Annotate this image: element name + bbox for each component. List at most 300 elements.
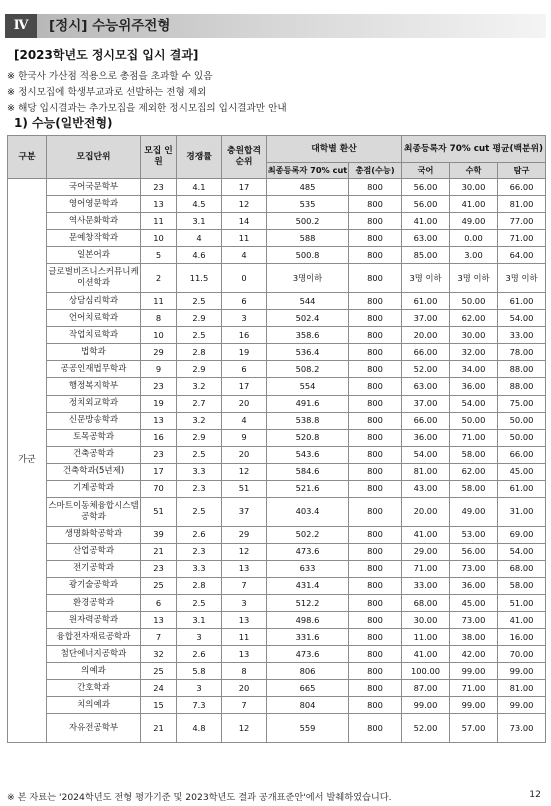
math-cell: 3.00 (450, 247, 498, 264)
total-score-cell: 800 (349, 361, 402, 378)
inquiry-cell: 51.00 (498, 594, 546, 611)
inquiry-cell: 33.00 (498, 327, 546, 344)
quota-cell: 13 (141, 196, 177, 213)
total-score-cell: 800 (349, 196, 402, 213)
inquiry-cell: 77.00 (498, 213, 546, 230)
rate-cell: 3 (177, 680, 222, 697)
rank-cell: 3 (222, 594, 267, 611)
table-row (8, 714, 546, 743)
dept-cell: 융합전자재료공학과 (47, 629, 141, 646)
table-row (8, 196, 546, 213)
total-score-cell: 800 (349, 497, 402, 526)
quota-cell: 13 (141, 412, 177, 429)
table-row (8, 446, 546, 463)
table-row (8, 378, 546, 395)
cut-score-cell: 588 (267, 230, 349, 247)
note-1: ※ 한국사 가산점 적용으로 총점을 초과할 수 있음 (7, 71, 213, 82)
korean-cell: 63.00 (402, 378, 450, 395)
korean-cell: 11.00 (402, 629, 450, 646)
total-score-cell: 800 (349, 680, 402, 697)
dept-cell: 원자력공학과 (47, 612, 141, 629)
rate-cell: 2.8 (177, 344, 222, 361)
table-row (8, 663, 546, 680)
rate-cell: 11.5 (177, 264, 222, 293)
math-cell: 30.00 (450, 327, 498, 344)
math-cell: 56.00 (450, 543, 498, 560)
quota-cell: 51 (141, 497, 177, 526)
inquiry-cell: 66.00 (498, 179, 546, 196)
cut-score-cell: 502.2 (267, 526, 349, 543)
rank-cell: 7 (222, 577, 267, 594)
rank-cell: 17 (222, 179, 267, 196)
inquiry-cell: 71.00 (498, 230, 546, 247)
rank-cell: 13 (222, 646, 267, 663)
dept-cell: 행정복지학부 (47, 378, 141, 395)
korean-cell: 52.00 (402, 361, 450, 378)
cut-score-cell: 554 (267, 378, 349, 395)
cut-score-cell: 473.6 (267, 543, 349, 560)
dept-cell: 국어국문학부 (47, 179, 141, 196)
total-score-cell: 800 (349, 230, 402, 247)
table-row (8, 594, 546, 611)
math-cell: 53.00 (450, 526, 498, 543)
cut-score-cell: 520.8 (267, 429, 349, 446)
header-group: 구분 (8, 136, 47, 179)
quota-cell: 23 (141, 560, 177, 577)
quota-cell: 21 (141, 714, 177, 743)
rate-cell: 4.6 (177, 247, 222, 264)
dept-cell: 상담심리학과 (47, 293, 141, 310)
dept-cell: 환경공학과 (47, 594, 141, 611)
quota-cell: 6 (141, 594, 177, 611)
math-cell: 73.00 (450, 560, 498, 577)
cut-score-cell: 431.4 (267, 577, 349, 594)
rank-cell: 7 (222, 697, 267, 714)
table-row (8, 395, 546, 412)
total-score-cell: 800 (349, 412, 402, 429)
rank-cell: 12 (222, 714, 267, 743)
quota-cell: 11 (141, 293, 177, 310)
cut-score-cell: 3명이하 (267, 264, 349, 293)
table-row (8, 629, 546, 646)
table-row (8, 697, 546, 714)
rank-cell: 20 (222, 446, 267, 463)
korean-cell: 56.00 (402, 179, 450, 196)
quota-cell: 7 (141, 629, 177, 646)
cut-score-cell: 358.6 (267, 327, 349, 344)
table-row (8, 293, 546, 310)
quota-cell: 13 (141, 612, 177, 629)
table-row (8, 361, 546, 378)
math-cell: 45.00 (450, 594, 498, 611)
note-3: ※ 해당 입시결과는 추가모집을 제외한 정시모집의 입시결과만 안내 (7, 103, 287, 114)
rank-cell: 13 (222, 612, 267, 629)
cut-score-cell: 512.2 (267, 594, 349, 611)
korean-cell: 87.00 (402, 680, 450, 697)
inquiry-cell: 54.00 (498, 543, 546, 560)
cut-score-cell: 500.2 (267, 213, 349, 230)
cut-score-cell: 500.8 (267, 247, 349, 264)
table-row (8, 213, 546, 230)
dept-cell: 기계공학과 (47, 480, 141, 497)
rate-cell: 3.1 (177, 612, 222, 629)
dept-cell: 글로벌비즈니스커뮤니케이션학과 (47, 264, 141, 293)
dept-cell: 영어영문학과 (47, 196, 141, 213)
inquiry-cell: 64.00 (498, 247, 546, 264)
korean-cell: 68.00 (402, 594, 450, 611)
dept-cell: 자유전공학부 (47, 714, 141, 743)
rank-cell: 11 (222, 230, 267, 247)
korean-cell: 43.00 (402, 480, 450, 497)
cut-score-cell: 485 (267, 179, 349, 196)
korean-cell: 54.00 (402, 446, 450, 463)
korean-cell: 41.00 (402, 646, 450, 663)
total-score-cell: 800 (349, 344, 402, 361)
inquiry-cell: 54.00 (498, 310, 546, 327)
rate-cell: 2.9 (177, 429, 222, 446)
korean-cell: 37.00 (402, 395, 450, 412)
rank-cell: 13 (222, 560, 267, 577)
rank-cell: 20 (222, 395, 267, 412)
table-row (8, 327, 546, 344)
cut-score-cell: 473.6 (267, 646, 349, 663)
quota-cell: 25 (141, 663, 177, 680)
korean-cell: 36.00 (402, 429, 450, 446)
korean-cell: 52.00 (402, 714, 450, 743)
inquiry-cell: 99.00 (498, 663, 546, 680)
dept-cell: 간호학과 (47, 680, 141, 697)
inquiry-cell: 41.00 (498, 612, 546, 629)
quota-cell: 23 (141, 378, 177, 395)
inquiry-cell: 99.00 (498, 697, 546, 714)
math-cell: 62.00 (450, 310, 498, 327)
note-2: ※ 정시모집에 학생부교과로 선발하는 전형 제외 (7, 87, 207, 98)
dept-cell: 정치외교학과 (47, 395, 141, 412)
header-percentile: 최종등록자 70% cut 평균(백분위) (402, 136, 546, 163)
quota-cell: 2 (141, 264, 177, 293)
rate-cell: 2.5 (177, 327, 222, 344)
rank-cell: 3 (222, 310, 267, 327)
korean-cell: 61.00 (402, 293, 450, 310)
rank-cell: 6 (222, 361, 267, 378)
total-score-cell: 800 (349, 560, 402, 577)
rank-cell: 4 (222, 412, 267, 429)
table-row (8, 646, 546, 663)
inquiry-cell: 81.00 (498, 196, 546, 213)
table-row (8, 680, 546, 697)
inquiry-cell: 58.00 (498, 577, 546, 594)
cut-score-cell: 584.6 (267, 463, 349, 480)
table-row (8, 560, 546, 577)
inquiry-cell: 16.00 (498, 629, 546, 646)
dept-cell: 치의예과 (47, 697, 141, 714)
rank-cell: 16 (222, 327, 267, 344)
rate-cell: 2.5 (177, 446, 222, 463)
total-score-cell: 800 (349, 526, 402, 543)
cut-score-cell: 804 (267, 697, 349, 714)
total-score-cell: 800 (349, 714, 402, 743)
math-cell: 32.00 (450, 344, 498, 361)
header-korean: 국어 (402, 163, 450, 179)
inquiry-cell: 78.00 (498, 344, 546, 361)
quota-cell: 23 (141, 446, 177, 463)
total-score-cell: 800 (349, 480, 402, 497)
rank-cell: 9 (222, 429, 267, 446)
rank-cell: 37 (222, 497, 267, 526)
rank-cell: 8 (222, 663, 267, 680)
rate-cell: 2.9 (177, 361, 222, 378)
quota-cell: 19 (141, 395, 177, 412)
korean-cell: 63.00 (402, 230, 450, 247)
table-row (8, 264, 546, 293)
inquiry-cell: 75.00 (498, 395, 546, 412)
rate-cell: 2.5 (177, 497, 222, 526)
korean-cell: 56.00 (402, 196, 450, 213)
table-row (8, 612, 546, 629)
quota-cell: 15 (141, 697, 177, 714)
quota-cell: 29 (141, 344, 177, 361)
rate-cell: 3.2 (177, 378, 222, 395)
rate-cell: 2.3 (177, 480, 222, 497)
subtitle: [2023학년도 정시모집 입시 결과] (14, 48, 199, 62)
rank-cell: 11 (222, 629, 267, 646)
korean-cell: 29.00 (402, 543, 450, 560)
header-math: 수학 (450, 163, 498, 179)
group-label: 가군 (8, 179, 47, 743)
rate-cell: 4.8 (177, 714, 222, 743)
section-header (5, 14, 546, 38)
table-row (8, 429, 546, 446)
math-cell: 50.00 (450, 412, 498, 429)
table-row (8, 463, 546, 480)
rank-cell: 4 (222, 247, 267, 264)
rate-cell: 2.5 (177, 594, 222, 611)
dept-cell: 건축공학과 (47, 446, 141, 463)
inquiry-cell: 31.00 (498, 497, 546, 526)
math-cell: 99.00 (450, 697, 498, 714)
total-score-cell: 800 (349, 327, 402, 344)
rate-cell: 3.1 (177, 213, 222, 230)
math-cell: 41.00 (450, 196, 498, 213)
rate-cell: 2.6 (177, 646, 222, 663)
page-number: 12 (529, 789, 541, 800)
inquiry-cell: 66.00 (498, 446, 546, 463)
korean-cell: 99.00 (402, 697, 450, 714)
table-body (8, 179, 546, 743)
cut-score-cell: 536.4 (267, 344, 349, 361)
table-row (8, 480, 546, 497)
dept-cell: 공공인재법무학과 (47, 361, 141, 378)
header-conv-total: 총점(수능) (349, 163, 402, 179)
table-row (8, 526, 546, 543)
rate-cell: 3 (177, 629, 222, 646)
rank-cell: 17 (222, 378, 267, 395)
math-cell: 58.00 (450, 480, 498, 497)
cut-score-cell: 665 (267, 680, 349, 697)
korean-cell: 33.00 (402, 577, 450, 594)
table-row (8, 179, 546, 196)
rate-cell: 3.3 (177, 463, 222, 480)
inquiry-cell: 50.00 (498, 429, 546, 446)
math-cell: 36.00 (450, 577, 498, 594)
rate-cell: 4.1 (177, 179, 222, 196)
cut-score-cell: 559 (267, 714, 349, 743)
quota-cell: 11 (141, 213, 177, 230)
table-row (8, 577, 546, 594)
cut-score-cell: 491.6 (267, 395, 349, 412)
math-cell: 58.00 (450, 446, 498, 463)
dept-cell: 일본어과 (47, 247, 141, 264)
math-cell: 71.00 (450, 429, 498, 446)
rate-cell: 2.8 (177, 577, 222, 594)
rate-cell: 2.6 (177, 526, 222, 543)
header-conversion: 대학별 환산 (267, 136, 402, 163)
rank-cell: 6 (222, 293, 267, 310)
rank-cell: 19 (222, 344, 267, 361)
total-score-cell: 800 (349, 629, 402, 646)
header-inquiry: 탐구 (498, 163, 546, 179)
dept-cell: 언어치료학과 (47, 310, 141, 327)
dept-cell: 산업공학과 (47, 543, 141, 560)
math-cell: 57.00 (450, 714, 498, 743)
total-score-cell: 800 (349, 612, 402, 629)
rate-cell: 3.2 (177, 412, 222, 429)
rank-cell: 0 (222, 264, 267, 293)
korean-cell: 85.00 (402, 247, 450, 264)
header-bar (37, 14, 546, 38)
total-score-cell: 800 (349, 310, 402, 327)
section-heading: 1) 수능(일반전형) (14, 116, 113, 130)
math-cell: 42.00 (450, 646, 498, 663)
quota-cell: 21 (141, 543, 177, 560)
math-cell: 54.00 (450, 395, 498, 412)
cut-score-cell: 535 (267, 196, 349, 213)
total-score-cell: 800 (349, 446, 402, 463)
math-cell: 49.00 (450, 497, 498, 526)
table-row (8, 230, 546, 247)
inquiry-cell: 61.00 (498, 293, 546, 310)
cut-score-cell: 498.6 (267, 612, 349, 629)
cut-score-cell: 538.8 (267, 412, 349, 429)
quota-cell: 16 (141, 429, 177, 446)
header-quota: 모집 인원 (141, 136, 177, 179)
rank-cell: 12 (222, 196, 267, 213)
header-rank: 충원합격 순위 (222, 136, 267, 179)
rate-cell: 2.9 (177, 310, 222, 327)
korean-cell: 66.00 (402, 344, 450, 361)
total-score-cell: 800 (349, 264, 402, 293)
table-row (8, 497, 546, 526)
rank-cell: 14 (222, 213, 267, 230)
rate-cell: 4.5 (177, 196, 222, 213)
cut-score-cell: 544 (267, 293, 349, 310)
quota-cell: 17 (141, 463, 177, 480)
rate-cell: 2.5 (177, 293, 222, 310)
rate-cell: 2.3 (177, 543, 222, 560)
math-cell: 49.00 (450, 213, 498, 230)
rank-cell: 12 (222, 543, 267, 560)
korean-cell: 41.00 (402, 526, 450, 543)
inquiry-cell: 50.00 (498, 412, 546, 429)
cut-score-cell: 331.6 (267, 629, 349, 646)
total-score-cell: 800 (349, 179, 402, 196)
table-row (8, 310, 546, 327)
korean-cell: 20.00 (402, 497, 450, 526)
header-dept: 모집단위 (47, 136, 141, 179)
total-score-cell: 800 (349, 577, 402, 594)
total-score-cell: 800 (349, 543, 402, 560)
dept-cell: 법학과 (47, 344, 141, 361)
math-cell: 73.00 (450, 612, 498, 629)
dept-cell: 토목공학과 (47, 429, 141, 446)
rate-cell: 2.7 (177, 395, 222, 412)
total-score-cell: 800 (349, 594, 402, 611)
quota-cell: 10 (141, 327, 177, 344)
quota-cell: 25 (141, 577, 177, 594)
dept-cell: 신문방송학과 (47, 412, 141, 429)
rate-cell: 7.3 (177, 697, 222, 714)
total-score-cell: 800 (349, 395, 402, 412)
quota-cell: 32 (141, 646, 177, 663)
inquiry-cell: 61.00 (498, 480, 546, 497)
inquiry-cell: 73.00 (498, 714, 546, 743)
table-row (8, 344, 546, 361)
dept-cell: 문예창작학과 (47, 230, 141, 247)
dept-cell: 첨단에너지공학과 (47, 646, 141, 663)
cut-score-cell: 502.4 (267, 310, 349, 327)
cut-score-cell: 806 (267, 663, 349, 680)
inquiry-cell: 88.00 (498, 378, 546, 395)
total-score-cell: 800 (349, 213, 402, 230)
inquiry-cell: 69.00 (498, 526, 546, 543)
cut-score-cell: 508.2 (267, 361, 349, 378)
korean-cell: 20.00 (402, 327, 450, 344)
korean-cell: 41.00 (402, 213, 450, 230)
inquiry-cell: 88.00 (498, 361, 546, 378)
rank-cell: 12 (222, 463, 267, 480)
korean-cell: 100.00 (402, 663, 450, 680)
rank-cell: 29 (222, 526, 267, 543)
rate-cell: 5.8 (177, 663, 222, 680)
dept-cell: 의예과 (47, 663, 141, 680)
total-score-cell: 800 (349, 429, 402, 446)
quota-cell: 39 (141, 526, 177, 543)
math-cell: 71.00 (450, 680, 498, 697)
math-cell: 30.00 (450, 179, 498, 196)
table-row (8, 247, 546, 264)
math-cell: 36.00 (450, 378, 498, 395)
quota-cell: 5 (141, 247, 177, 264)
inquiry-cell: 45.00 (498, 463, 546, 480)
roman-numeral-badge: Ⅳ (5, 14, 37, 38)
dept-cell: 작업치료학과 (47, 327, 141, 344)
dept-cell: 광기술공학과 (47, 577, 141, 594)
total-score-cell: 800 (349, 378, 402, 395)
dept-cell: 건축학과(5년제) (47, 463, 141, 480)
inquiry-cell: 81.00 (498, 680, 546, 697)
math-cell: 62.00 (450, 463, 498, 480)
total-score-cell: 800 (349, 247, 402, 264)
math-cell: 50.00 (450, 293, 498, 310)
rate-cell: 3.3 (177, 560, 222, 577)
total-score-cell: 800 (349, 463, 402, 480)
korean-cell: 81.00 (402, 463, 450, 480)
header-rate: 경쟁률 (177, 136, 222, 179)
quota-cell: 8 (141, 310, 177, 327)
dept-cell: 전기공학과 (47, 560, 141, 577)
total-score-cell: 800 (349, 697, 402, 714)
inquiry-cell: 70.00 (498, 646, 546, 663)
